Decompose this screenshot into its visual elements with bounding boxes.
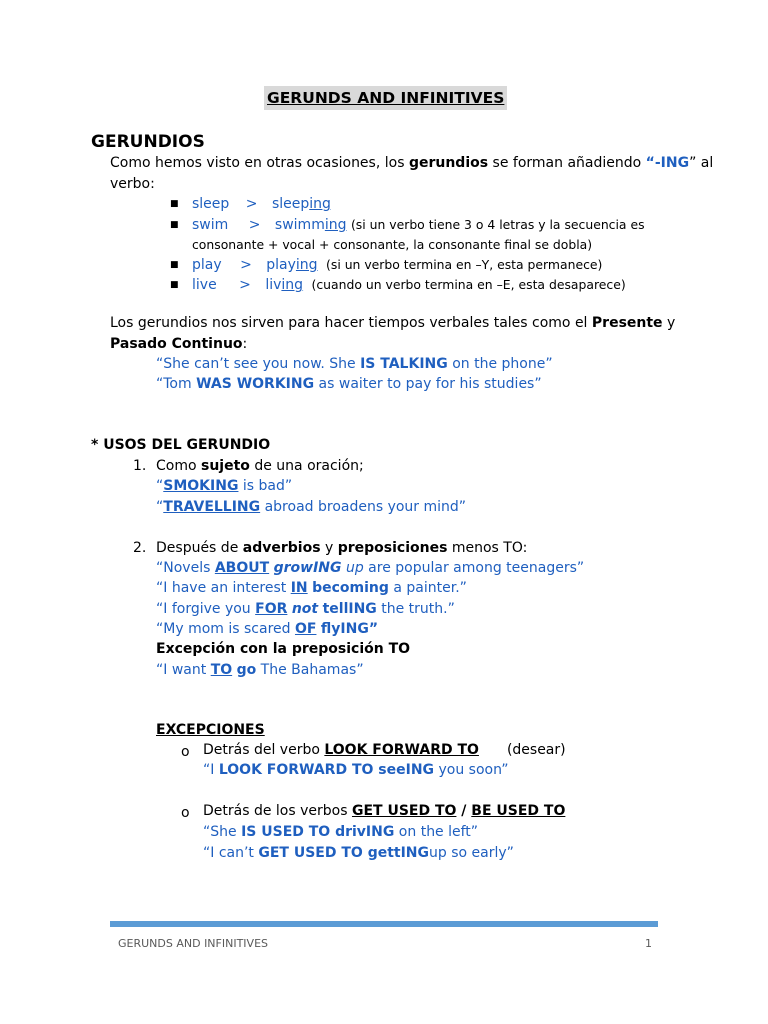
example-line <box>156 662 364 678</box>
bullet-square-icon: ■ <box>170 199 179 209</box>
rule-note: (cuando un verbo termina en –E, esta desaparece) <box>311 277 626 292</box>
example-prep: OF <box>294 621 317 637</box>
item-bold: GET USED TO <box>351 803 457 819</box>
item-text-2: de una oración; <box>249 458 364 474</box>
bullet-square-icon: ■ <box>170 280 179 290</box>
arrow-icon: > <box>248 217 261 233</box>
item-bold: adverbios <box>242 540 321 556</box>
para-bold-2: Pasado Continuo <box>110 336 243 352</box>
intro-line-2: verbo: <box>110 176 155 192</box>
intro-text-3: ” al <box>689 155 714 171</box>
verb-stem: play <box>266 257 296 273</box>
section-heading-excepciones: EXCEPCIONES <box>156 722 265 738</box>
example-line <box>156 499 466 515</box>
example-text-2: are popular among teenagers” <box>363 560 585 576</box>
example-text: “My mom is scared <box>156 621 295 637</box>
example-text-2: The Bahamas” <box>256 662 364 678</box>
item-bold: LOOK FORWARD TO <box>324 742 479 758</box>
verb-suffix: ing <box>324 217 347 233</box>
example-text: “Novels <box>156 560 215 576</box>
bullet-play <box>192 257 602 273</box>
example-prep: IN <box>290 580 308 596</box>
example-text: “ <box>156 499 164 515</box>
para-text-2: y <box>662 315 676 331</box>
example-text: “I have an interest <box>156 580 291 596</box>
intro-text-2: se forman añadiendo <box>488 155 646 171</box>
circle-bullet-icon: o <box>181 805 190 821</box>
example-prep: ABOUT <box>214 560 270 576</box>
verb-base: swim <box>192 217 229 233</box>
example-line <box>156 478 292 494</box>
exception-item <box>203 742 566 758</box>
item-bold-2: BE USED TO <box>471 803 566 819</box>
example-text-2: you soon” <box>434 762 509 778</box>
item-slash: / <box>456 803 472 819</box>
verb-suffix: ing <box>309 196 331 212</box>
example-text: “I can’t <box>203 845 259 861</box>
example-gerund: flyING <box>320 621 369 637</box>
example-text: “She <box>203 824 242 840</box>
item-text-2: y <box>320 540 338 556</box>
example-bold: IS USED TO drivING <box>241 824 395 840</box>
rule-note: (si un verbo tiene 3 o 4 letras y la secuencia es <box>350 217 645 232</box>
example-line <box>156 621 378 637</box>
section-heading-usos: * USOS DEL GERUNDIO <box>91 437 271 453</box>
example-text: “I <box>203 762 219 778</box>
example-bold: GET USED TO gettING <box>258 845 430 861</box>
example-line <box>156 580 467 596</box>
verb-base: live <box>192 277 217 293</box>
bullet-live <box>192 277 626 293</box>
bullet-swim <box>192 217 645 233</box>
rule-note-2: consonante + vocal + consonante, la consonante final se dobla) <box>192 237 593 252</box>
example-gerund: tellING <box>322 601 377 617</box>
example-text: “Tom <box>156 376 197 392</box>
example-line <box>203 762 508 778</box>
para-colon: : <box>242 336 248 352</box>
verb-suffix: ing <box>281 277 304 293</box>
verb-base: sleep <box>192 196 230 212</box>
example-line <box>156 376 542 392</box>
paragraph-tenses-2 <box>110 336 247 352</box>
item-gloss: (desear) <box>506 742 566 758</box>
example-text-2: on the phone” <box>447 356 553 372</box>
example-not: not <box>291 601 319 617</box>
bullet-sleep <box>192 196 331 212</box>
bullet-square-icon: ■ <box>170 260 179 270</box>
arrow-icon: > <box>245 196 258 212</box>
example-gerund: becoming <box>312 580 389 596</box>
example-prep: FOR <box>255 601 288 617</box>
example-text: “I forgive you <box>156 601 256 617</box>
arrow-icon: > <box>240 257 252 273</box>
verb-base: play <box>192 257 222 273</box>
exception-item <box>203 803 565 819</box>
verb-stem: swimm <box>274 217 325 233</box>
example-text-2: ” <box>368 621 379 637</box>
verb-stem: liv <box>265 277 282 293</box>
page-number: 1 <box>645 937 652 950</box>
item-text: Detrás del verbo <box>203 742 325 758</box>
item-text: Como <box>156 458 201 474</box>
item-bold: sujeto <box>201 458 250 474</box>
example-bold: SMOKING <box>163 478 239 494</box>
item-text-3: menos TO: <box>447 540 528 556</box>
example-text-2: the truth.” <box>376 601 455 617</box>
intro-ing: “-ING <box>645 155 690 171</box>
para-text: Los gerundios nos sirven para hacer tiempos verbales tales como el <box>110 315 592 331</box>
example-line <box>203 824 478 840</box>
example-text: “I want <box>156 662 211 678</box>
exception-label: Excepción con la preposición TO <box>156 641 411 657</box>
example-prep: TO <box>210 662 233 678</box>
example-line <box>203 845 514 861</box>
intro-bold: gerundios <box>408 155 489 171</box>
example-bold: TRAVELLING <box>163 499 261 515</box>
footer-divider <box>110 921 658 927</box>
footer-title: GERUNDS AND INFINITIVES <box>118 937 269 950</box>
page-title: GERUNDS AND INFINITIVES <box>264 86 507 110</box>
item-text: Detrás de los verbos <box>203 803 352 819</box>
intro-line <box>110 155 713 171</box>
example-text-2: as waiter to pay for his studies” <box>314 376 542 392</box>
example-line <box>156 560 584 576</box>
example-bold: LOOK FORWARD TO seeING <box>218 762 435 778</box>
list-number: 2. <box>133 540 147 556</box>
verb-suffix: ing <box>295 257 318 273</box>
example-text-2: on the left” <box>394 824 479 840</box>
bullet-square-icon: ■ <box>170 220 179 230</box>
example-verb: go <box>236 662 257 678</box>
item-bold-2: preposiciones <box>337 540 448 556</box>
list-item <box>156 540 527 556</box>
example-line <box>156 356 553 372</box>
example-text-2: up so early” <box>429 845 514 861</box>
rule-note: (si un verbo termina en –Y, esta permanece) <box>326 257 603 272</box>
example-line <box>156 601 455 617</box>
arrow-icon: > <box>239 277 251 293</box>
example-text: “ <box>156 478 164 494</box>
paragraph-tenses <box>110 315 675 331</box>
example-text-2: abroad broadens your mind” <box>260 499 467 515</box>
example-text: “She can’t see you now. She <box>156 356 361 372</box>
list-item <box>156 458 364 474</box>
example-gerund: growING <box>273 560 342 576</box>
example-bold: IS TALKING <box>360 356 448 372</box>
para-bold: Presente <box>591 315 663 331</box>
example-text-2: is bad” <box>238 478 293 494</box>
example-text-2: a painter.” <box>388 580 467 596</box>
item-text: Después de <box>156 540 243 556</box>
verb-stem: sleep <box>271 196 310 212</box>
example-particle: up <box>345 560 364 576</box>
section-heading-gerundios: GERUNDIOS <box>91 132 205 152</box>
intro-text: Como hemos visto en otras ocasiones, los <box>110 155 409 171</box>
list-number: 1. <box>133 458 147 474</box>
example-bold: WAS WORKING <box>196 376 315 392</box>
circle-bullet-icon: o <box>181 744 190 760</box>
